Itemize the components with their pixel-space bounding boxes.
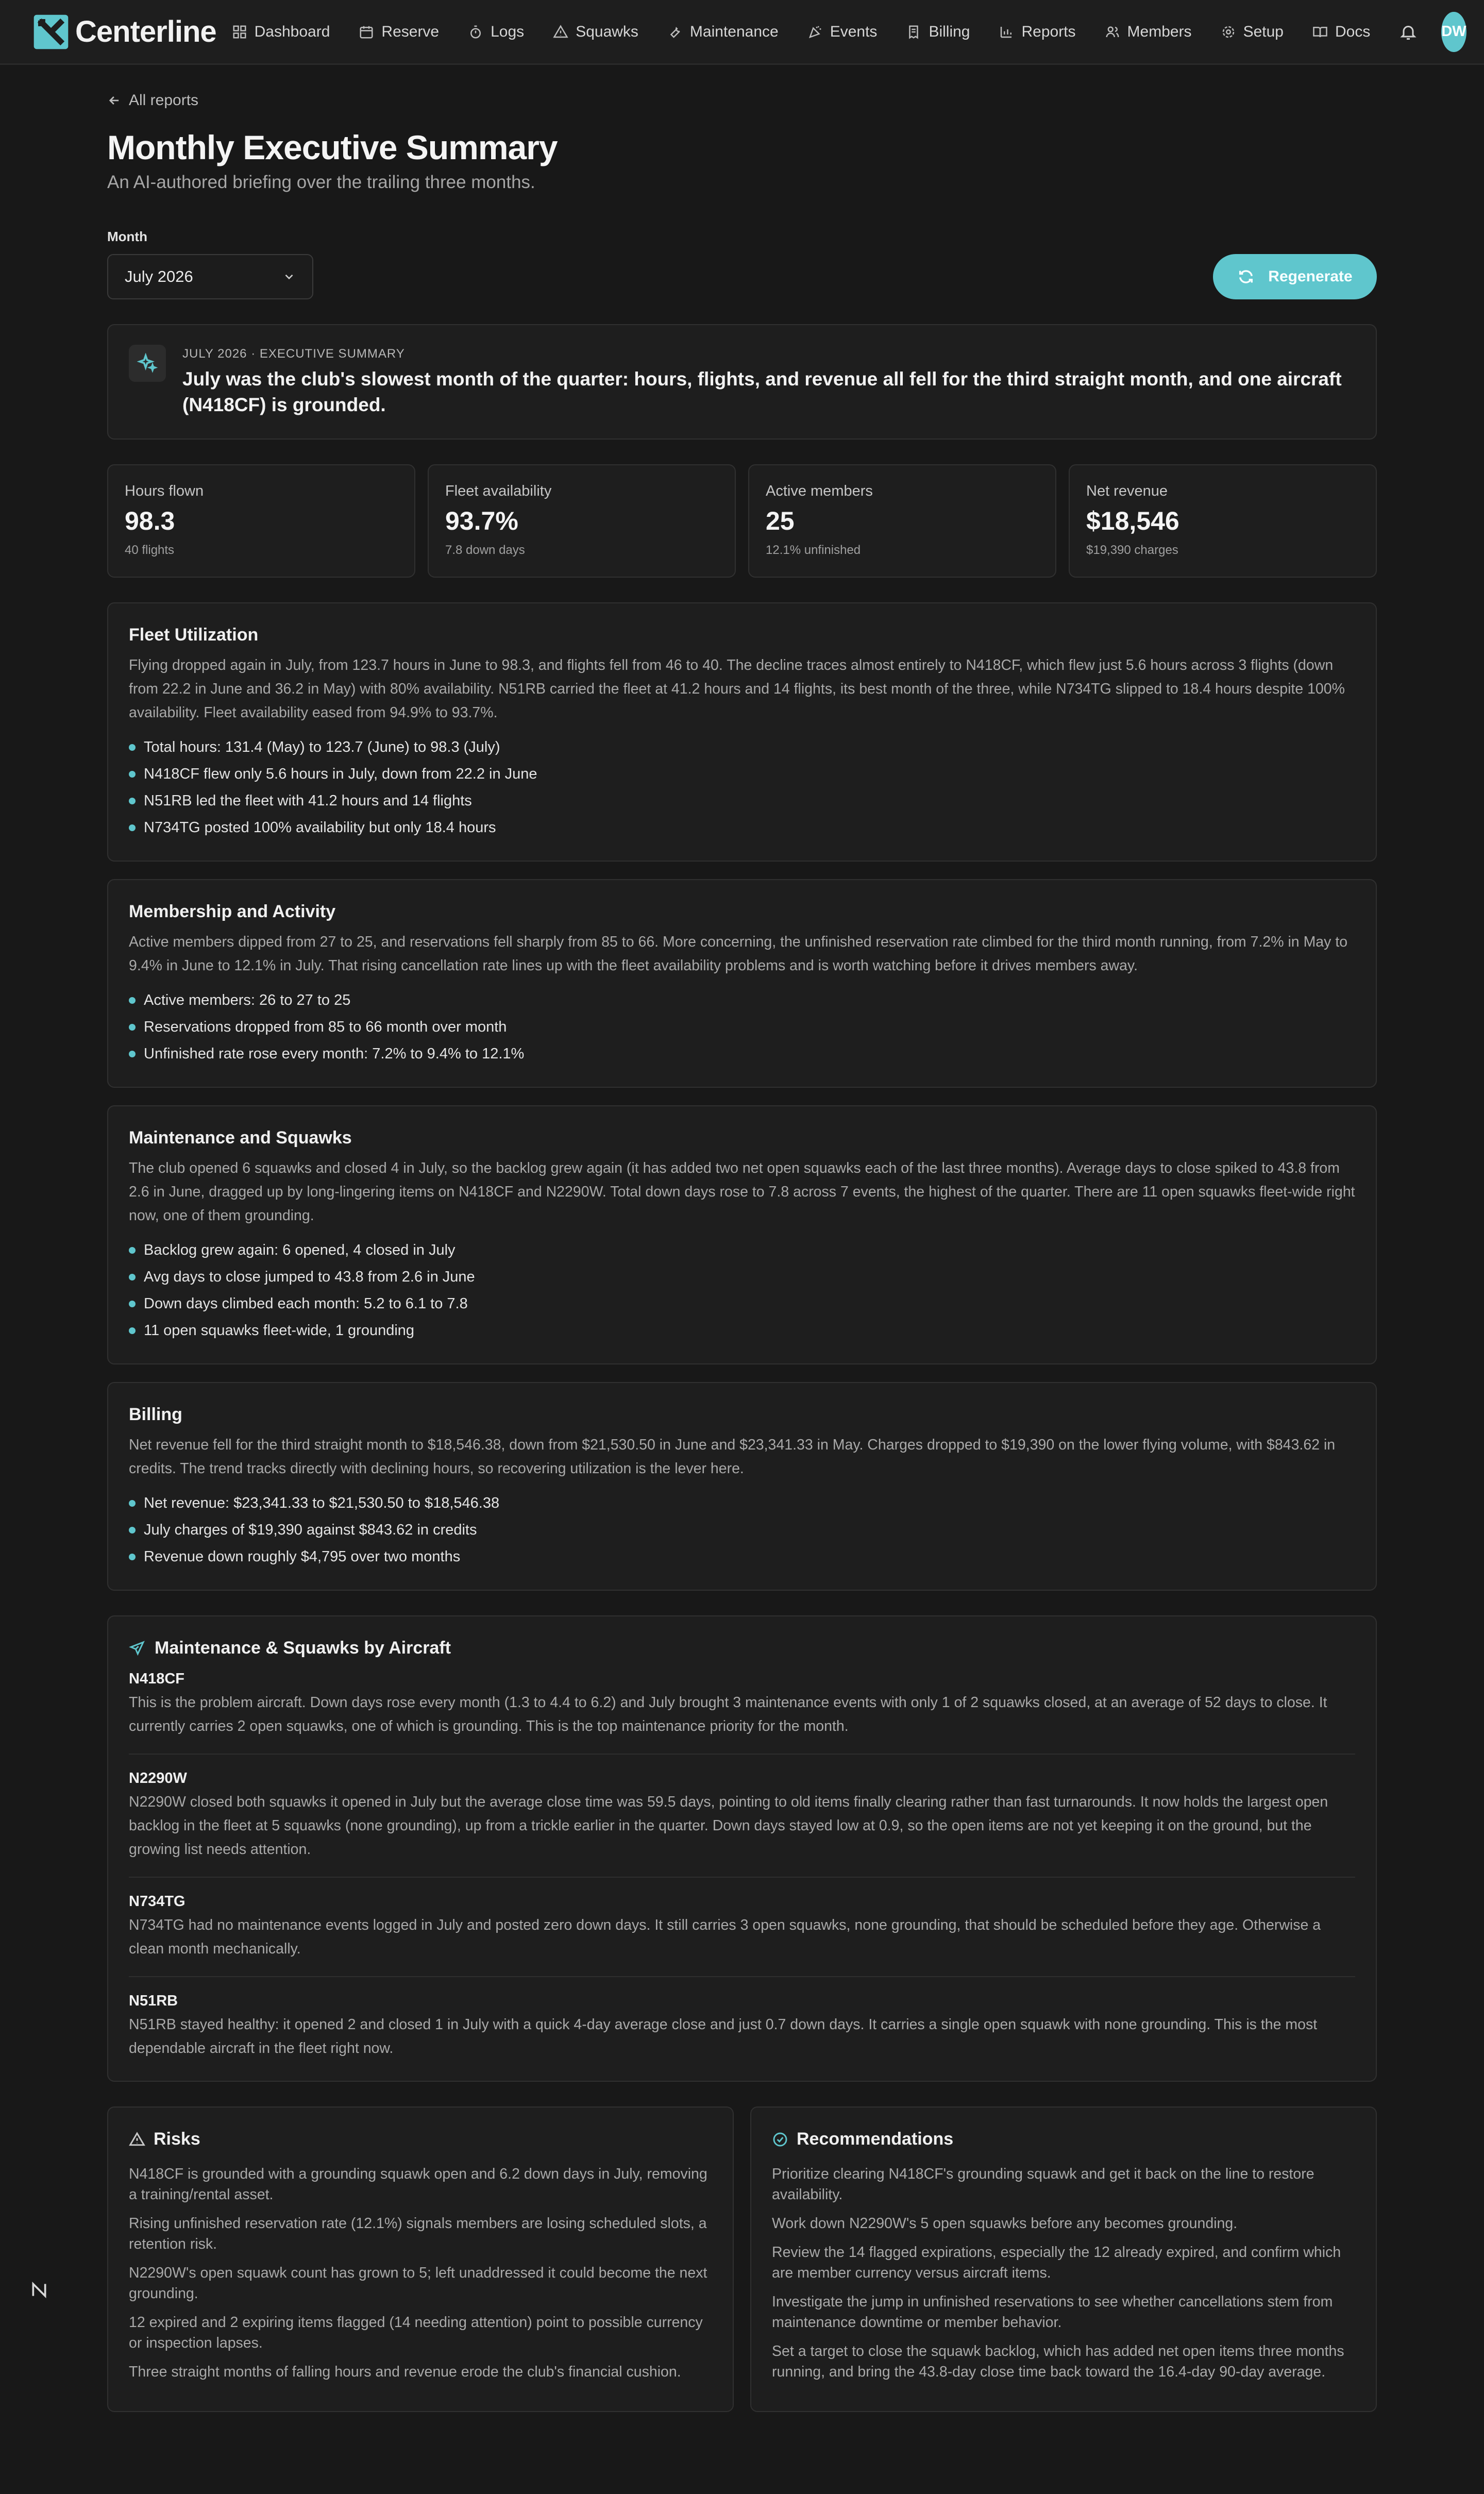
nav-item-maintenance[interactable] xyxy=(667,23,779,41)
bullet-item: July charges of $19,390 against $843.62 in credits xyxy=(129,1516,1355,1543)
section-bullets xyxy=(129,987,1355,1067)
nav-item-label: Reports xyxy=(1021,23,1076,40)
timer-icon xyxy=(468,24,483,40)
aircraft-tail: N734TG xyxy=(129,1893,185,1910)
warning-icon xyxy=(129,2131,145,2148)
main-content xyxy=(107,65,1377,2412)
section-title: Membership and Activity xyxy=(129,902,336,921)
section-title: Billing xyxy=(129,1405,182,1424)
bullet-item: Unfinished rate rose every month: 7.2% to 9.4% to 12.1% xyxy=(129,1040,1355,1067)
nav-item-dashboard[interactable] xyxy=(232,23,330,41)
risks-recommendations xyxy=(107,2107,1377,2412)
risks-card xyxy=(107,2107,734,2412)
arrow-left-icon xyxy=(107,93,122,108)
stat-label: Fleet availability xyxy=(445,483,552,499)
aircraft-item xyxy=(129,1893,1355,1977)
framework-logo-icon[interactable] xyxy=(29,2280,49,2300)
recommendation-item: Review the 14 flagged expirations, especially the 12 already expired, and confirm which are member currency versus aircraft items. xyxy=(772,2244,1341,2281)
risks-title: Risks xyxy=(154,2129,200,2149)
risk-item: 12 expired and 2 expiring items flagged (14 needing attention) point to possible currency or inspection lapses. xyxy=(129,2314,703,2351)
stat-subtext: 40 flights xyxy=(125,543,175,557)
report-controls xyxy=(107,229,1377,299)
bullet-item: Total hours: 131.4 (May) to 123.7 (June) to 98.3 (July) xyxy=(129,734,1355,761)
nav-item-docs[interactable] xyxy=(1312,23,1370,41)
sparkle-icon-box xyxy=(129,345,166,382)
chevron-down-icon xyxy=(282,270,296,283)
month-picker xyxy=(107,229,313,299)
month-select[interactable] xyxy=(107,254,313,299)
regenerate-label: Regenerate xyxy=(1268,268,1353,285)
bullet-item: Net revenue: $23,341.33 to $21,530.50 to $18,546.38 xyxy=(129,1490,1355,1516)
receipt-icon xyxy=(906,24,921,40)
nav-items xyxy=(232,23,1399,41)
nav-item-squawks[interactable] xyxy=(553,23,638,41)
section-body: Active members dipped from 27 to 25, and reservations fell sharply from 85 to 66. More concerning, the unfinished reservation rate climbed for the third month running, from 7.2% in May to 9.4% in June to 12.1% in July. That rising cancellation rate lines up with the fleet availability problems and is worth watching before it drives members away. xyxy=(129,934,1348,974)
nav-item-members[interactable] xyxy=(1105,23,1192,41)
bullet-item: Backlog grew again: 6 opened, 4 closed in July xyxy=(129,1237,1355,1263)
risk-item: Three straight months of falling hours and revenue erode the club's financial cushion. xyxy=(129,2364,681,2380)
bullet-item: Active members: 26 to 27 to 25 xyxy=(129,987,1355,1014)
top-navbar xyxy=(0,0,1484,65)
stat-value: 93.7% xyxy=(445,507,518,535)
section-billing xyxy=(107,1382,1377,1591)
party-icon xyxy=(807,24,823,40)
refresh-icon xyxy=(1237,268,1255,285)
recommendations-card xyxy=(750,2107,1377,2412)
risk-item: Rising unfinished reservation rate (12.1%) signals members are losing scheduled slots, a retention risk. xyxy=(129,2215,707,2252)
aircraft-breakdown-header xyxy=(129,1638,1355,1658)
aircraft-item xyxy=(129,1671,1355,1755)
nav-item-reports[interactable] xyxy=(999,23,1075,41)
avatar[interactable]: DW xyxy=(1441,12,1466,52)
brand-name: Centerline xyxy=(75,15,216,48)
stat-value: 25 xyxy=(766,507,795,535)
bullet-item: N51RB led the fleet with 41.2 hours and 14 flights xyxy=(129,787,1355,814)
nav-item-reserve[interactable] xyxy=(359,23,439,41)
grid-icon xyxy=(232,24,247,40)
bullet-item: N418CF flew only 5.6 hours in July, down from 22.2 in June xyxy=(129,761,1355,787)
page-title: Monthly Executive Summary xyxy=(107,128,558,166)
stat-card-revenue xyxy=(1069,464,1377,578)
nav-item-label: Events xyxy=(830,23,878,40)
section-body: The club opened 6 squawks and closed 4 in July, so the backlog grew again (it has added two net open squawks each of the last three months). Average days to close spiked to 43.8 from 2.6 in June, dragged up by long-lingering items on N418CF and N2290W. Total down days rose to 7.8 across 7 events, the highest of the quarter. There are 11 open squawks fleet-wide right now, one of them grounding. xyxy=(129,1160,1355,1224)
bell-icon xyxy=(1399,23,1418,41)
users-icon xyxy=(1105,24,1120,40)
summary-kicker: JULY 2026 · EXECUTIVE SUMMARY xyxy=(182,347,405,361)
nav-item-setup[interactable] xyxy=(1221,23,1284,41)
section-title: Maintenance and Squawks xyxy=(129,1128,352,1148)
summary-text xyxy=(182,345,1355,419)
nav-item-label: Setup xyxy=(1243,23,1284,40)
wrench-icon xyxy=(667,24,683,40)
executive-summary-card xyxy=(107,324,1377,440)
plane-icon xyxy=(129,1640,145,1657)
bullet-item: Down days climbed each month: 5.2 to 6.1 to 7.8 xyxy=(129,1290,1355,1317)
bullet-item: Revenue down roughly $4,795 over two months xyxy=(129,1543,1355,1570)
recommendation-item: Investigate the jump in unfinished reservations to see whether cancellations stem from maintenance downtime or member behavior. xyxy=(772,2294,1333,2331)
risk-item: N418CF is grounded with a grounding squawk open and 6.2 down days in July, removing a training/rental asset. xyxy=(129,2166,707,2203)
nav-item-label: Squawks xyxy=(576,23,638,40)
nav-item-logs[interactable] xyxy=(468,23,524,41)
warning-icon xyxy=(553,24,568,40)
aircraft-item xyxy=(129,1993,1355,2060)
recommendation-item: Set a target to close the squawk backlog, which has added net open items three months running, and bring the 43.8-day close time back toward the 16.4-day 90-day average. xyxy=(772,2343,1344,2380)
section-body: Flying dropped again in July, from 123.7 hours in June to 98.3, and flights fell from 46 to 40. The decline traces almost entirely to N418CF, which flew just 5.6 hours across 3 flights (down from 22.2 in June and 36.2 in May) with 80% availability. N51RB carried the fleet at 41.2 hours and 14 flights, its best month of the three, while N734TG slipped to 18.4 hours despite 100% availability. Fleet availability eased from 94.9% to 93.7%. xyxy=(129,657,1345,721)
aircraft-body: N2290W closed both squawks it opened in July but the average close time was 59.5 days, pointing to old items finally clearing rather than fast turnarounds. It now holds the largest open backlog in the fleet at 5 squawks (none grounding), up from a trickle earlier in the quarter. Down days stayed low at 0.9, so the open items are not yet keeping it on the ground, but the growing list needs attention. xyxy=(129,1794,1328,1858)
sparkles-icon xyxy=(137,353,158,374)
aircraft-item xyxy=(129,1770,1355,1878)
recommendations-header xyxy=(772,2129,1355,2149)
book-icon xyxy=(1312,24,1328,40)
stat-value: $18,546 xyxy=(1086,507,1179,535)
stat-subtext: 12.1% unfinished xyxy=(766,543,861,557)
risk-item: N2290W's open squawk count has grown to 5; left unaddressed it could become the next grounding. xyxy=(129,2265,707,2302)
aircraft-breakdown-title: Maintenance & Squawks by Aircraft xyxy=(155,1638,451,1658)
back-link[interactable] xyxy=(107,92,1377,109)
nav-item-label: Billing xyxy=(929,23,970,40)
recommendations-title: Recommendations xyxy=(797,2129,954,2149)
bullet-item: N734TG posted 100% availability but only 18.4 hours xyxy=(129,814,1355,841)
bullet-item: 11 open squawks fleet-wide, 1 grounding xyxy=(129,1317,1355,1344)
aircraft-breakdown-card xyxy=(107,1615,1377,2082)
risks-header xyxy=(129,2129,712,2149)
aircraft-body: This is the problem aircraft. Down days rose every month (1.3 to 4.4 to 6.2) and July brought 3 maintenance events with only 1 of 2 squawks closed, at an average of 52 days to close. It currently carries 2 open squawks, one of which is grounding. This is the top maintenance priority for the month. xyxy=(129,1694,1327,1734)
stat-card-hours xyxy=(107,464,415,578)
nav-item-label: Reserve xyxy=(381,23,440,40)
section-bullets xyxy=(129,1237,1355,1344)
aircraft-tail: N2290W xyxy=(129,1770,187,1787)
aircraft-tail: N51RB xyxy=(129,1993,178,2009)
section-bullets xyxy=(129,1490,1355,1570)
bar-chart-icon xyxy=(999,24,1014,40)
aircraft-body: N734TG had no maintenance events logged in July and posted zero down days. It still carries 3 open squawks, none grounding, that should be scheduled before they age. Otherwise a clean month mechanically. xyxy=(129,1917,1321,1957)
check-circle-icon xyxy=(772,2131,788,2148)
page-subtitle: An AI-authored briefing over the trailing three months. xyxy=(107,172,535,192)
month-label: Month xyxy=(107,229,147,244)
regenerate-button[interactable] xyxy=(1213,254,1377,299)
notifications-button[interactable] xyxy=(1399,23,1418,41)
section-fleet-utilization xyxy=(107,602,1377,862)
stat-label: Active members xyxy=(766,483,873,499)
nav-item-label: Docs xyxy=(1335,23,1371,40)
brand[interactable] xyxy=(32,13,216,51)
stat-subtext: $19,390 charges xyxy=(1086,543,1178,557)
section-body: Net revenue fell for the third straight month to $18,546.38, down from $21,530.50 in June and $23,341.33 in May. Charges dropped to $19,390 on the lower flying volume, with $843.62 in credits. The trend tracks directly with declining hours, so recovering utilization is the lever here. xyxy=(129,1437,1336,1477)
section-bullets xyxy=(129,734,1355,841)
centerline-logo-icon xyxy=(32,13,70,51)
stat-value: 98.3 xyxy=(125,507,175,535)
stat-subtext: 7.8 down days xyxy=(445,543,525,557)
stat-label: Net revenue xyxy=(1086,483,1168,499)
gear-icon xyxy=(1221,24,1236,40)
stat-label: Hours flown xyxy=(125,483,204,499)
nav-item-label: Dashboard xyxy=(254,23,330,40)
nav-item-events[interactable] xyxy=(807,23,878,41)
section-maintenance xyxy=(107,1105,1377,1364)
section-membership xyxy=(107,879,1377,1088)
stat-card-availability xyxy=(428,464,736,578)
bullet-item: Avg days to close jumped to 43.8 from 2.6 in June xyxy=(129,1263,1355,1290)
section-title: Fleet Utilization xyxy=(129,625,259,645)
aircraft-body: N51RB stayed healthy: it opened 2 and closed 1 in July with a quick 4-day average close and just 0.7 down days. It carries a single open squawk with none grounding. This is the most dependable aircraft in the fleet right now. xyxy=(129,2016,1318,2057)
nav-item-label: Members xyxy=(1127,23,1192,40)
recommendation-item: Prioritize clearing N418CF's grounding squawk and get it back on the line to restore availability. xyxy=(772,2166,1314,2203)
stat-cards xyxy=(107,464,1377,578)
recommendation-item: Work down N2290W's 5 open squawks before any becomes grounding. xyxy=(772,2215,1238,2232)
bullet-item: Reservations dropped from 85 to 66 month over month xyxy=(129,1014,1355,1040)
nav-item-billing[interactable] xyxy=(906,23,970,41)
nav-item-label: Logs xyxy=(491,23,525,40)
calendar-icon xyxy=(359,24,374,40)
summary-headline: July was the club's slowest month of the quarter: hours, flights, and revenue all fell for the third straight month, and one aircraft (N418CF) is grounded. xyxy=(182,368,1342,415)
aircraft-tail: N418CF xyxy=(129,1671,184,1687)
stat-card-members xyxy=(748,464,1056,578)
nav-item-label: Maintenance xyxy=(689,23,779,40)
back-link-label: All reports xyxy=(129,92,199,109)
month-select-value: July 2026 xyxy=(125,267,193,285)
